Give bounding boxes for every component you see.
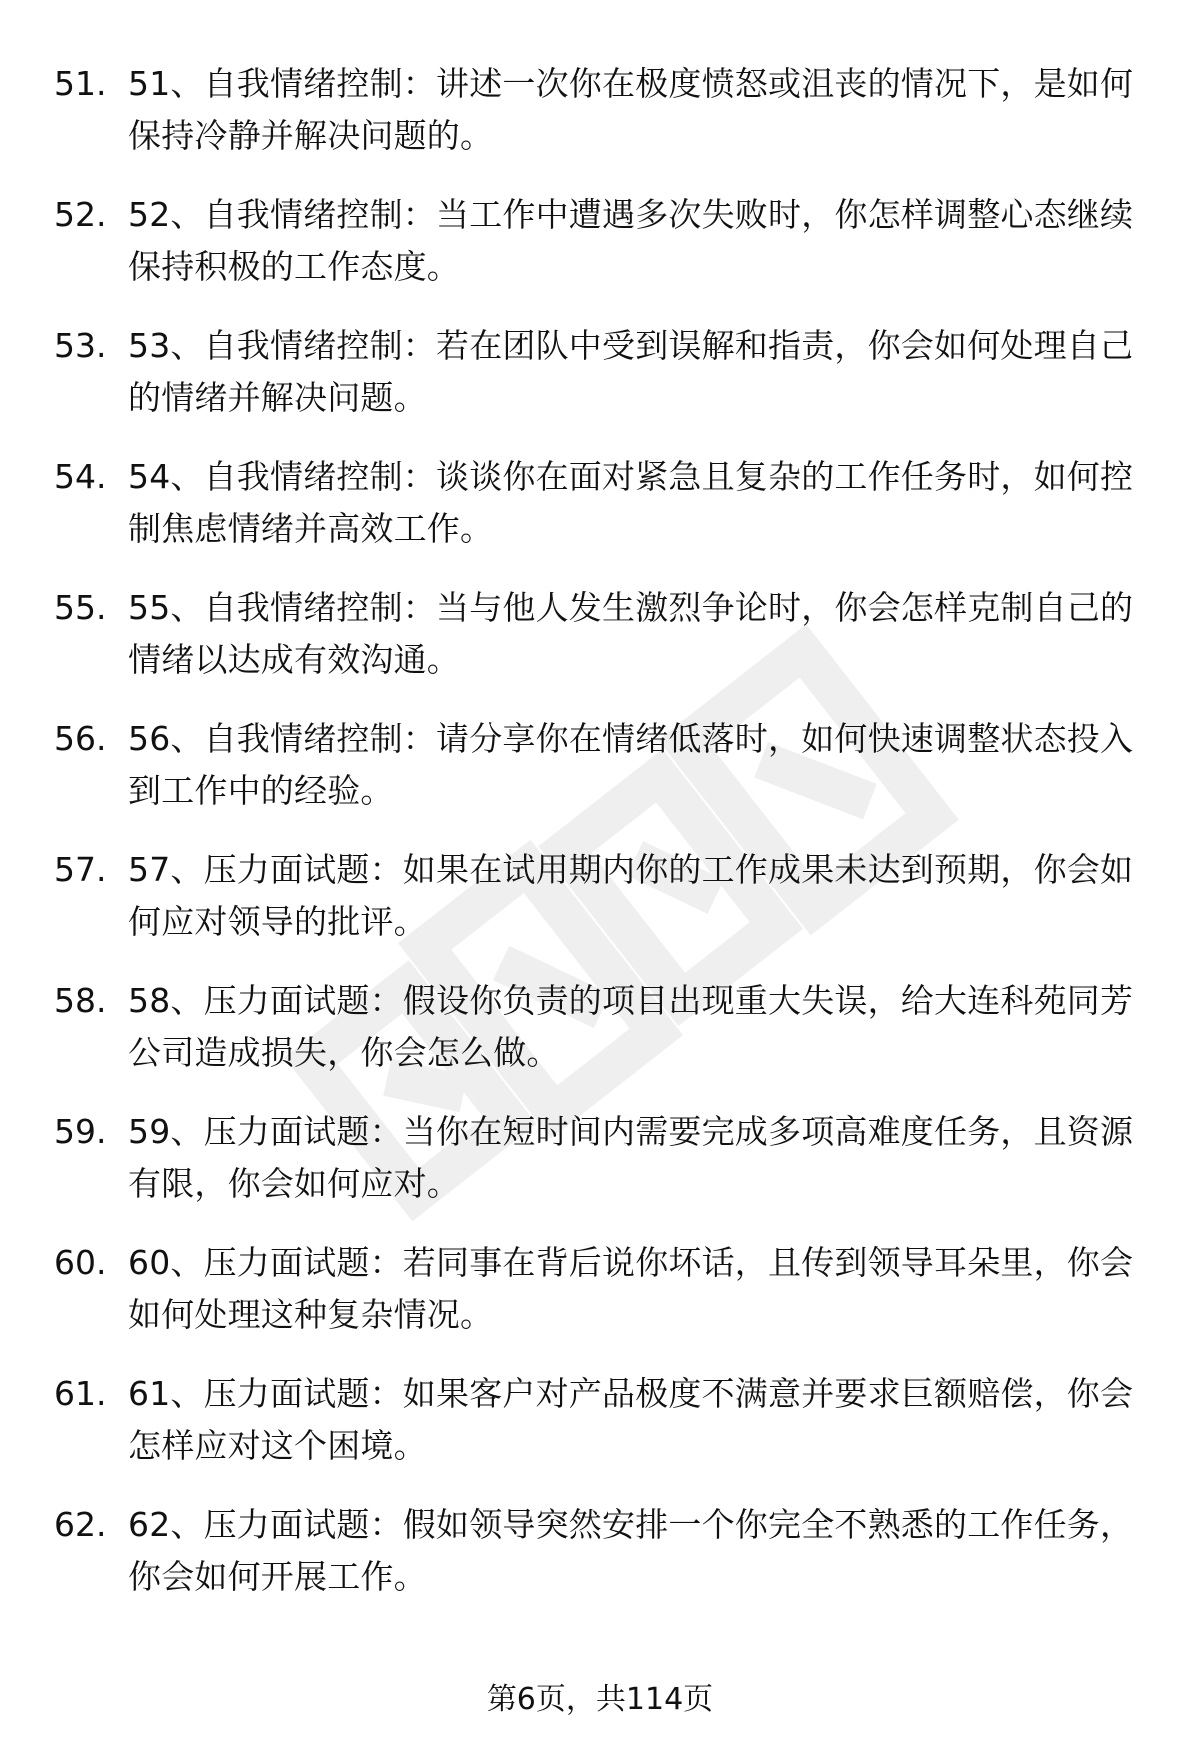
question-text: 61、压力面试题：如果客户对产品极度不满意并要求巨额赔偿，你会怎样应对这个困境。 (128, 1374, 1134, 1465)
question-number: 58. (54, 981, 107, 1020)
list-item (0, 1499, 1200, 1630)
question-text: 55、自我情绪控制：当与他人发生激烈争论时，你会怎样克制自己的情绪以达成有效沟通。 (128, 588, 1134, 679)
question-number: 55. (54, 588, 107, 627)
question-number: 51. (54, 64, 107, 103)
question-list (0, 58, 1200, 1630)
list-item (0, 320, 1200, 451)
question-number: 60. (54, 1243, 107, 1282)
list-item (0, 713, 1200, 844)
list-item (0, 1237, 1200, 1368)
question-number: 57. (54, 850, 107, 889)
question-text: 60、压力面试题：若同事在背后说你坏话，且传到领导耳朵里，你会如何处理这种复杂情况。 (128, 1243, 1134, 1334)
question-text: 51、自我情绪控制：讲述一次你在极度愤怒或沮丧的情况下，是如何保持冷静并解决问题的。 (128, 64, 1134, 155)
question-number: 53. (54, 326, 107, 365)
question-text: 58、压力面试题：假设你负责的项目出现重大失误，给大连科苑同芳公司造成损失，你会怎么做。 (128, 981, 1134, 1072)
question-text: 57、压力面试题：如果在试用期内你的工作成果未达到预期，你会如何应对领导的批评。 (128, 850, 1134, 941)
list-item (0, 189, 1200, 320)
question-number: 61. (54, 1374, 107, 1413)
list-item (0, 844, 1200, 975)
question-number: 56. (54, 719, 107, 758)
question-text: 54、自我情绪控制：谈谈你在面对紧急且复杂的工作任务时，如何控制焦虑情绪并高效工作。 (128, 457, 1134, 548)
list-item (0, 451, 1200, 582)
list-item (0, 975, 1200, 1106)
list-item (0, 1106, 1200, 1237)
question-text: 62、压力面试题：假如领导突然安排一个你完全不熟悉的工作任务，你会如何开展工作。 (128, 1505, 1134, 1596)
question-text: 53、自我情绪控制：若在团队中受到误解和指责，你会如何处理自己的情绪并解决问题。 (128, 326, 1134, 417)
question-number: 62. (54, 1505, 107, 1544)
question-number: 52. (54, 195, 107, 234)
question-number: 59. (54, 1112, 107, 1151)
question-text: 56、自我情绪控制：请分享你在情绪低落时，如何快速调整状态投入到工作中的经验。 (128, 719, 1134, 810)
page-number-footer: 第6页，共114页 (486, 1682, 714, 1717)
question-text: 59、压力面试题：当你在短时间内需要完成多项高难度任务，且资源有限，你会如何应对。 (128, 1112, 1134, 1203)
list-item (0, 1368, 1200, 1499)
list-item (0, 58, 1200, 189)
question-text: 52、自我情绪控制：当工作中遭遇多次失败时，你怎样调整心态继续保持积极的工作态度。 (128, 195, 1134, 286)
question-number: 54. (54, 457, 107, 496)
list-item (0, 582, 1200, 713)
